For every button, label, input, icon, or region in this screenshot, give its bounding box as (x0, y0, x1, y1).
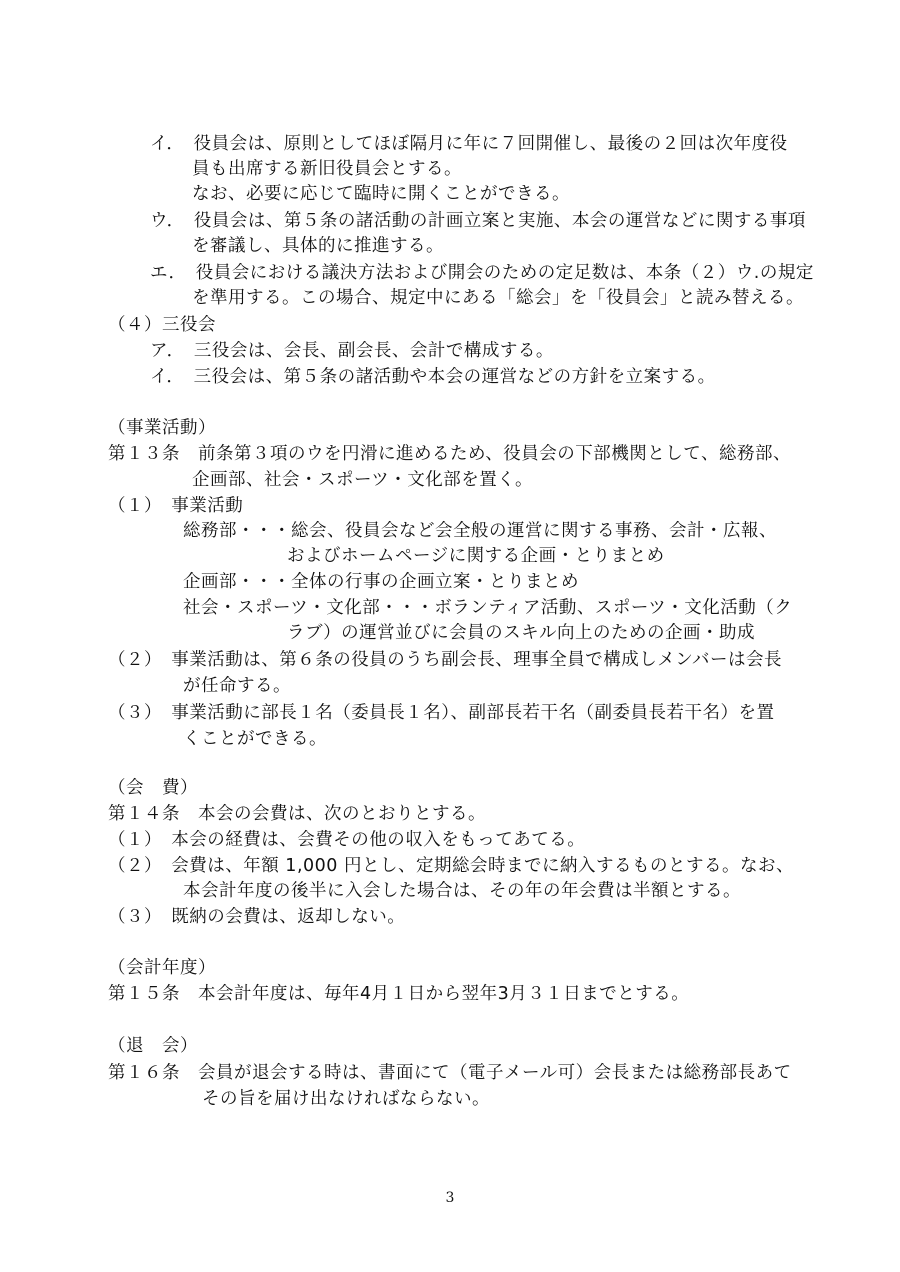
article-title: （会 費） (108, 778, 198, 798)
text-line: 企画部、社会・スポーツ・文化部を置く。 (192, 470, 533, 490)
article-line: 第１５条 本会計年度は、毎年4月１日から翌年3月３１日までとする。 (108, 984, 690, 1004)
text-line: その旨を届け出なければならない。 (202, 1089, 490, 1109)
text-line: およびホームページに関する企画・とりまとめ (287, 546, 665, 566)
text-line: なお、必要に応じて臨時に開くことができる。 (192, 184, 570, 204)
page-number: 3 (445, 1190, 455, 1206)
text-line: （２） 会費は、年額 1,000 円とし、定期総会時までに納入するものとする。なお、 (108, 856, 794, 876)
text-line: ラブ）の運営並びに会員のスキル向上のための企画・助成 (287, 623, 755, 643)
text-line: を準用する。この場合、規定中にある「総会」を「役員会」と読み替える。 (192, 288, 804, 308)
text-line: イ． 三役会は、第５条の諸活動や本会の運営などの方針を立案する。 (150, 367, 716, 387)
text-line: 員も出席する新旧役員会とする。 (192, 159, 462, 179)
text-line: くことができる。 (183, 729, 327, 749)
article-title: （会計年度） (108, 958, 216, 978)
text-line: （１） 本会の経費は、会費その他の収入をもってあてる。 (108, 830, 586, 850)
text-line: （１） 事業活動 (108, 496, 244, 516)
text-line: エ． 役員会における議決方法および開会のための定足数は、本条（２）ウ.の規定 (150, 263, 814, 283)
article-title: （退 会） (108, 1036, 198, 1056)
text-line: が任命する。 (183, 676, 291, 696)
text-line: （３） 事業活動に部長１名（委員長１名）、副部長若干名（副委員長若干名）を置 (108, 703, 775, 723)
article-line: 第１４条 本会の会費は、次のとおりとする。 (108, 804, 486, 824)
text-line: （３） 既納の会費は、返却しない。 (108, 907, 406, 927)
text-line: を審議し、具体的に推進する。 (192, 236, 444, 256)
text-line: 企画部・・・全体の行事の企画立案・とりまとめ (183, 572, 579, 592)
text-line: 総務部・・・総会、役員会など会全般の運営に関する事務、会計・広報、 (183, 521, 777, 541)
article-line: 第１６条 会員が退会する時は、書面にて（電子メール可）会長または総務部長あて (108, 1063, 792, 1083)
text-line: ア． 三役会は、会長、副会長、会計で構成する。 (150, 341, 554, 361)
text-line: ウ． 役員会は、第５条の諸活動の計画立案と実施、本会の運営などに関する事項 (150, 211, 806, 231)
article-title: （事業活動） (108, 418, 216, 438)
text-line: （２） 事業活動は、第６条の役員のうち副会長、理事全員で構成しメンバーは会長 (108, 650, 783, 670)
text-line: 社会・スポーツ・文化部・・・ボランティア活動、スポーツ・文化活動（ク (183, 598, 793, 618)
text-line: 本会計年度の後半に入会した場合は、その年の年会費は半額とする。 (183, 881, 741, 901)
article-line: 第１３条 前条第３項のウを円滑に進めるため、役員会の下部機関として、総務部、 (108, 444, 791, 464)
section-heading: （４）三役会 (108, 315, 216, 335)
text-line: イ． 役員会は、原則としてほぼ隔月に年に７回開催し、最後の２回は次年度役 (150, 134, 788, 154)
